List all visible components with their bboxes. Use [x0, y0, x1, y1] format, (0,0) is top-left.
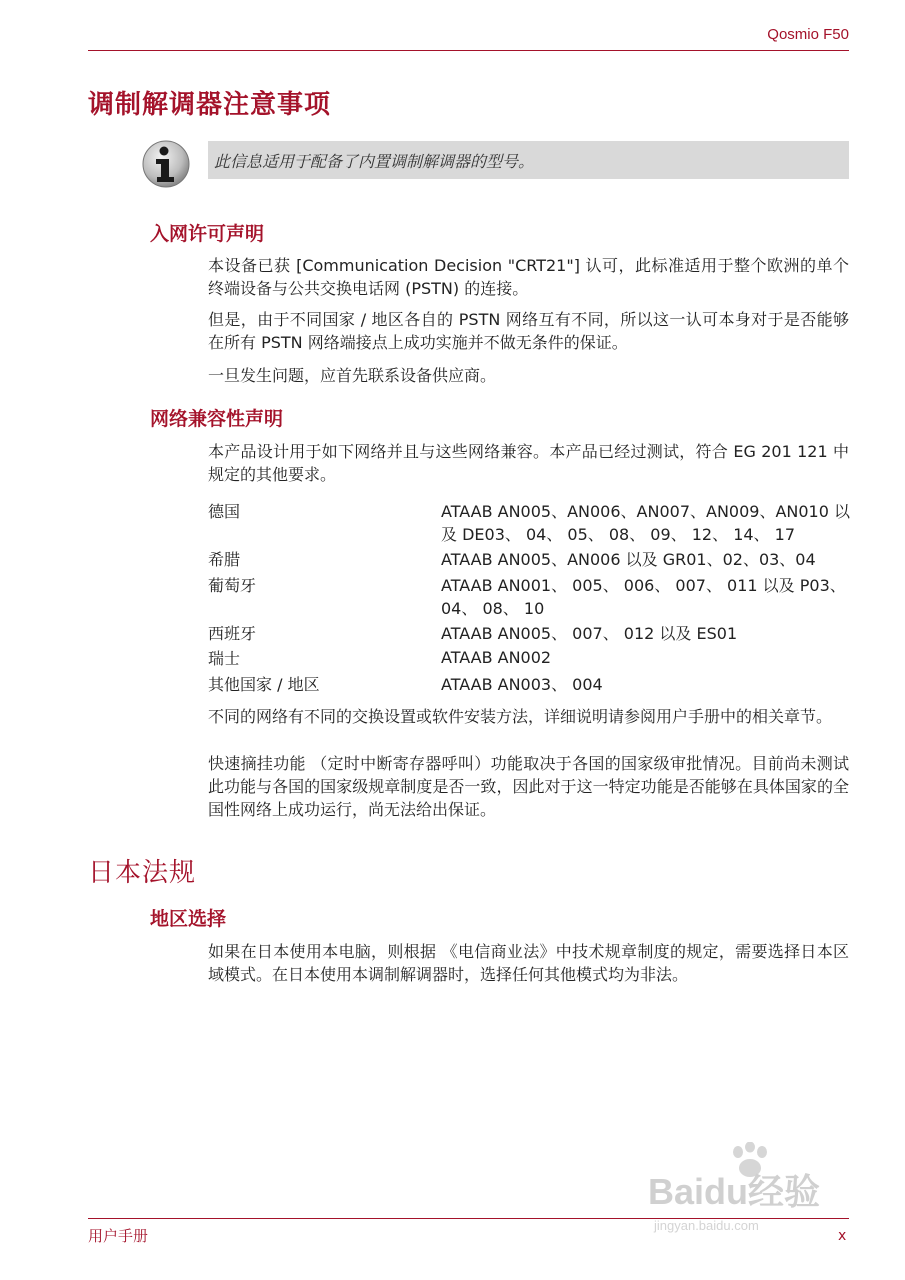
table-row-country: 其他国家 / 地区	[208, 675, 320, 694]
footer-manual-label: 用户手册	[88, 1227, 149, 1245]
compat-paragraph-2: 不同的网络有不同的交换设置或软件安装方法，详细说明请参阅用户手册中的相关章节。	[208, 707, 833, 726]
table-row-standard: ATAAB AN002	[441, 648, 552, 667]
note-text: 此信息适用于配备了内置调制解调器的型号。	[214, 152, 535, 171]
table-row-country: 德国	[208, 502, 241, 521]
header-product-name: Qosmio F50	[767, 26, 849, 43]
watermark-url: jingyan.baidu.com	[654, 1218, 759, 1233]
table-row-standard: ATAAB AN005、AN006 以及 GR01、02、03、04	[441, 550, 816, 569]
table-row-standard: ATAAB AN001、 005、 006、 007、 011 以及 P03、 04、 08、 10	[441, 576, 846, 618]
watermark-brand: Baidu经验	[648, 1171, 821, 1212]
footer-divider	[88, 1218, 849, 1219]
compat-paragraph-3: 快速摘挂功能 （定时中断寄存器呼叫）功能取决于各国的国家级审批情况。目前尚未测试此功能与各国的国家级规章制度是否一致，因此对于这一特定功能是否能够在具体国家的全国性网络上成功运行，尚无法给出保证。	[208, 754, 849, 819]
approval-paragraph-2: 但是，由于不同国家 / 地区各自的 PSTN 网络互有不同，所以这一认可本身对于是否能够在所有 PSTN 网络端接点上成功实施并不做无条件的保证。	[208, 310, 849, 352]
table-row-country: 西班牙	[208, 624, 257, 643]
approval-paragraph-1: 本设备已获 [Communication Decision "CRT21"] 认可，此标准适用于整个欧洲的单个终端设备与公共交换电话网 (PSTN) 的连接。	[208, 256, 849, 298]
table-row-country: 希腊	[208, 550, 241, 569]
subsection-title-region: 地区选择	[150, 908, 227, 930]
table-row-country: 瑞士	[208, 649, 241, 668]
header-divider	[88, 50, 849, 51]
table-row-standard: ATAAB AN005、 007、 012 以及 ES01	[441, 624, 738, 643]
compat-paragraph-1: 本产品设计用于如下网络并且与这些网络兼容。本产品已经过测试，符合 EG 201 121 中规定的其他要求。	[208, 442, 849, 484]
footer-page-number: x	[838, 1228, 847, 1244]
section-title-modem: 调制解调器注意事项	[88, 90, 332, 120]
table-row-standard: ATAAB AN003、 004	[441, 675, 603, 694]
table-row-standard: ATAAB AN005、AN006、AN007、AN009、AN010 以及 DE03、 04、 05、 08、 09、 12、 14、 17	[441, 502, 850, 544]
approval-paragraph-3: 一旦发生问题，应首先联系设备供应商。	[208, 366, 497, 385]
region-paragraph-1: 如果在日本使用本电脑，则根据 《电信商业法》中技术规章制度的规定，需要选择日本区域模式。在日本使用本调制解调器时，选择任何其他模式均为非法。	[208, 942, 849, 984]
section-title-japan: 日本法规	[88, 858, 197, 888]
info-icon	[142, 140, 190, 188]
subsection-title-approval: 入网许可声明	[150, 223, 265, 245]
subsection-title-compat: 网络兼容性声明	[150, 408, 284, 430]
baidu-watermark	[640, 1140, 860, 1250]
table-row-country: 葡萄牙	[208, 576, 257, 595]
